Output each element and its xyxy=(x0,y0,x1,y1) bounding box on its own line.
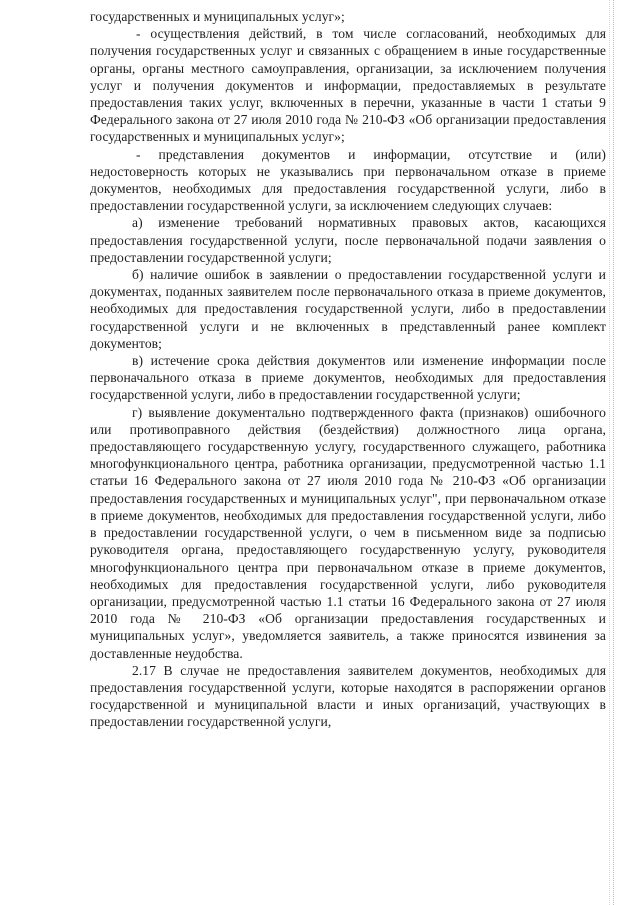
paragraph-actions-exception: - осуществления действий, в том числе согласований, необходимых для получения государственных услуг и связанных с обращением в иные государственные органы, органы местного самоуправления, организации, за исключением получения услуг и получения документов и информации, предоставляемых в результате предоставления таких услуг, включенных в перечни, указанные в части 1 статьи 9 Федерального закона от 27 июля 2010 года № 210-ФЗ «Об организации предоставления государственных и муниципальных услуг»; xyxy=(90,26,606,145)
scan-edge-line xyxy=(613,0,614,905)
paragraph-2-17: 2.17 В случае не предоставления заявителем документов, необходимых для предоставления государственной услуги, которые находятся в распоряжении органов государственной и муниципальной власти и иных организаций, участвующих в предоставлении государственной услуги, xyxy=(90,662,606,730)
paragraph-continuation: государственных и муниципальных услуг»; xyxy=(90,9,345,24)
paragraph-case-g: г) выявление документально подтвержденного факта (признаков) ошибочного или противоправного действия (бездействия) должностного лица органа, предоставляющего государственную услугу, государственного служащего, работника многофункционального центра, работника организации, предусмотренной частью 1.1 статьи 16 Федерального закона от 27 июля 2010 года № 210-ФЗ «Об организации предоставления государственных и муниципальных услуг", при первоначальном отказе в приеме документов, необходимых для предоставления государственной услуги, либо в предоставлении государственной услуги, о чем в письменном виде за подписью руководителя органа, предоставляющего государственную услугу, руководителя многофункционального центра при первоначальном отказе в приеме документов, необходимых для предоставления государственной услуги, либо руководителя организации, предусмотренной частью 1.1 статьи 16 Федерального закона от 27 июля 2010 года № 210-ФЗ «Об организации предоставления государственных и муниципальных услуг», уведомляется заявитель, а также приносятся извинения за доставленные неудобства. xyxy=(90,404,606,661)
paragraph-case-v: в) истечение срока действия документов или изменение информации после первоначального отказа в приеме документов, необходимых для предоставления государственной услуги, либо в предоставлении государственной услуги; xyxy=(90,353,606,403)
scan-edge-line xyxy=(609,0,610,905)
paragraph-documents-exception: - представления документов и информации, отсутствие и (или) недостоверность которых не указывались при первоначальном отказе в приеме документов, необходимых для предоставления государственной услуги, либо в предоставлении государственной услуги, за исключением следующих случаев: xyxy=(90,146,606,214)
paragraph-case-b: б) наличие ошибок в заявлении о предоставлении государственной услуги и документах, поданных заявителем после первоначального отказа в приеме документов, необходимых для предоставления государственной услуги, либо в предоставлении государственной услуги и не включенных в представленный ранее комплект документов; xyxy=(90,267,606,351)
paragraph-case-a: а) изменение требований нормативных правовых актов, касающихся предоставления государственной услуги, после первоначальной подачи заявления о предоставлении государственной услуги; xyxy=(90,215,606,265)
